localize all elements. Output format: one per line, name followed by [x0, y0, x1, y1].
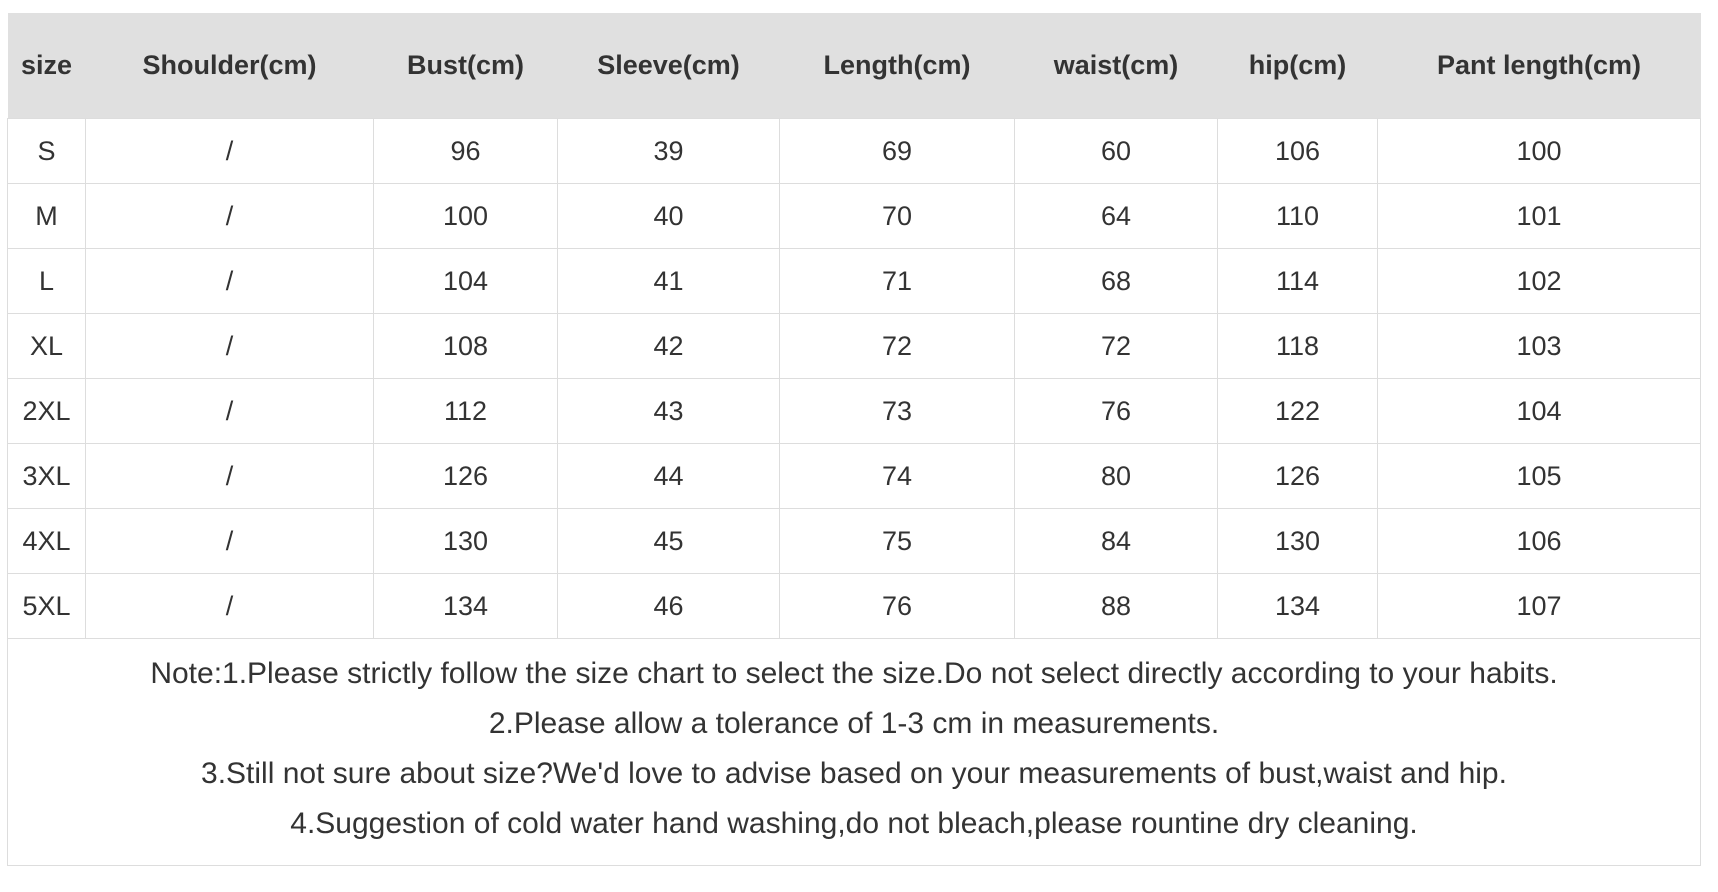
- measurement-cell: 105: [1378, 444, 1701, 509]
- table-row-size-m: [8, 184, 1701, 249]
- notes-row: [8, 639, 1701, 866]
- size-label-cell: M: [8, 184, 86, 249]
- table-row-size-xl: [8, 314, 1701, 379]
- measurement-cell: 102: [1378, 249, 1701, 314]
- measurement-cell: 107: [1378, 574, 1701, 639]
- table-row-size-3xl: [8, 444, 1701, 509]
- measurement-cell: 96: [374, 119, 558, 184]
- measurement-cell: 73: [780, 379, 1015, 444]
- measurement-cell: 100: [1378, 119, 1701, 184]
- table-row-size-4xl: [8, 509, 1701, 574]
- measurement-cell: 126: [1218, 444, 1378, 509]
- note-line-4: 4.Suggestion of cold water hand washing,do not bleach,please rountine dry cleaning.: [290, 807, 1418, 840]
- size-label-cell: 5XL: [8, 574, 86, 639]
- measurement-cell: 70: [780, 184, 1015, 249]
- size-label-cell: 2XL: [8, 379, 86, 444]
- measurement-cell: 69: [780, 119, 1015, 184]
- measurement-cell: 64: [1015, 184, 1218, 249]
- column-header-bust-cm: Bust(cm): [374, 13, 558, 119]
- measurement-cell: /: [86, 249, 374, 314]
- measurement-cell: /: [86, 314, 374, 379]
- size-label-cell: XL: [8, 314, 86, 379]
- column-header-length-cm: Length(cm): [780, 13, 1015, 119]
- measurement-cell: 39: [558, 119, 780, 184]
- measurement-cell: 40: [558, 184, 780, 249]
- measurement-cell: 44: [558, 444, 780, 509]
- size-chart-container: [7, 13, 1700, 866]
- measurement-cell: 130: [1218, 509, 1378, 574]
- measurement-cell: 60: [1015, 119, 1218, 184]
- measurement-cell: 68: [1015, 249, 1218, 314]
- measurement-cell: /: [86, 509, 374, 574]
- table-row-size-5xl: [8, 574, 1701, 639]
- measurement-cell: 108: [374, 314, 558, 379]
- measurement-cell: 122: [1218, 379, 1378, 444]
- measurement-cell: /: [86, 574, 374, 639]
- column-header-waist-cm: waist(cm): [1015, 13, 1218, 119]
- measurement-cell: 80: [1015, 444, 1218, 509]
- measurement-cell: 106: [1378, 509, 1701, 574]
- measurement-cell: 100: [374, 184, 558, 249]
- measurement-cell: 126: [374, 444, 558, 509]
- measurement-cell: /: [86, 184, 374, 249]
- column-header-shoulder-cm: Shoulder(cm): [86, 13, 374, 119]
- measurement-cell: /: [86, 379, 374, 444]
- measurement-cell: 106: [1218, 119, 1378, 184]
- size-chart-header-row: [8, 13, 1701, 119]
- size-chart-body: [8, 119, 1701, 639]
- size-chart-notes-section: [8, 639, 1701, 866]
- measurement-cell: 110: [1218, 184, 1378, 249]
- measurement-cell: 130: [374, 509, 558, 574]
- note-line-2: 2.Please allow a tolerance of 1-3 cm in measurements.: [488, 707, 1220, 740]
- measurement-cell: 88: [1015, 574, 1218, 639]
- measurement-cell: 134: [1218, 574, 1378, 639]
- measurement-cell: 104: [1378, 379, 1701, 444]
- size-chart-header: [8, 13, 1701, 119]
- measurement-cell: 104: [374, 249, 558, 314]
- column-header-pant-length-cm: Pant length(cm): [1378, 13, 1701, 119]
- measurement-cell: 41: [558, 249, 780, 314]
- measurement-cell: 112: [374, 379, 558, 444]
- measurement-cell: 45: [558, 509, 780, 574]
- measurement-cell: 75: [780, 509, 1015, 574]
- measurement-cell: 46: [558, 574, 780, 639]
- table-row-size-s: [8, 119, 1701, 184]
- measurement-cell: 74: [780, 444, 1015, 509]
- measurement-cell: 84: [1015, 509, 1218, 574]
- column-header-size: size: [8, 13, 86, 119]
- table-row-size-2xl: [8, 379, 1701, 444]
- measurement-cell: 42: [558, 314, 780, 379]
- note-line-1: Note:1.Please strictly follow the size chart to select the size.Do not select directly according to your habits.: [150, 657, 1558, 690]
- size-label-cell: 4XL: [8, 509, 86, 574]
- note-line-3: 3.Still not sure about size?We'd love to advise based on your measurements of bust,waist and hip.: [201, 757, 1507, 790]
- size-chart-table: [7, 13, 1701, 866]
- measurement-cell: 76: [1015, 379, 1218, 444]
- measurement-cell: /: [86, 119, 374, 184]
- size-label-cell: L: [8, 249, 86, 314]
- measurement-cell: 71: [780, 249, 1015, 314]
- column-header-sleeve-cm: Sleeve(cm): [558, 13, 780, 119]
- measurement-cell: 43: [558, 379, 780, 444]
- measurement-cell: 72: [1015, 314, 1218, 379]
- measurement-cell: 114: [1218, 249, 1378, 314]
- table-row-size-l: [8, 249, 1701, 314]
- measurement-cell: 134: [374, 574, 558, 639]
- measurement-cell: 72: [780, 314, 1015, 379]
- column-header-hip-cm: hip(cm): [1218, 13, 1378, 119]
- size-label-cell: S: [8, 119, 86, 184]
- notes-cell: [8, 639, 1701, 866]
- size-label-cell: 3XL: [8, 444, 86, 509]
- measurement-cell: 103: [1378, 314, 1701, 379]
- measurement-cell: 76: [780, 574, 1015, 639]
- measurement-cell: /: [86, 444, 374, 509]
- measurement-cell: 101: [1378, 184, 1701, 249]
- measurement-cell: 118: [1218, 314, 1378, 379]
